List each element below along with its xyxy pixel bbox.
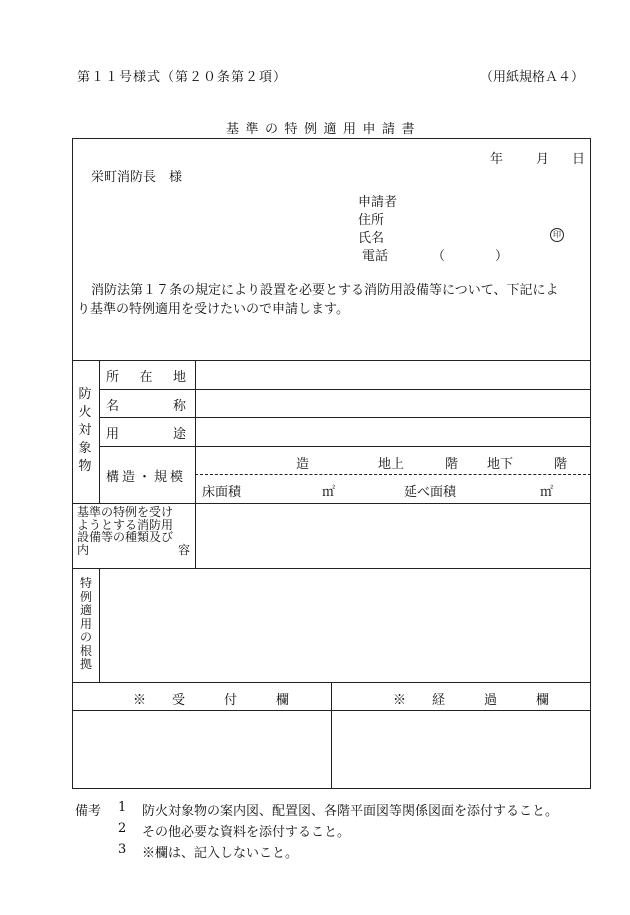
applicant-address: 住所 — [358, 213, 385, 228]
note-num-1: 1 — [118, 800, 127, 815]
note-num-3: 3 — [118, 842, 127, 857]
floor-area-unit: ㎡ — [322, 485, 336, 500]
total-area-label: 延べ面積 — [404, 485, 457, 500]
row-label-use: 用 途 — [106, 427, 186, 442]
row-label-structure: 構造・規模 — [106, 470, 187, 485]
row-label-name: 名 称 — [106, 399, 186, 414]
note-num-2: 2 — [118, 821, 127, 836]
progress-header: ※ 経 過 欄 — [393, 693, 550, 708]
note-text-1: 防火対象物の案内図、配置図、各階平面図等関係図面を添付すること。 — [142, 804, 559, 819]
date-year: 年 — [490, 152, 504, 167]
floor-label-2: 階 — [554, 457, 568, 472]
floor-label-1: 階 — [445, 457, 459, 472]
basis-label: 特例適用の根拠 — [79, 576, 92, 671]
note-text-3: ※欄は、記入しないこと。 — [142, 846, 299, 861]
above-ground-label: 地上 — [378, 457, 405, 472]
applicant-label: 申請者 — [358, 195, 398, 210]
construction-label: 造 — [296, 457, 310, 472]
floor-area-label: 床面積 — [202, 485, 242, 500]
object-section-label: 防火対象物 — [78, 387, 92, 474]
addressee: 栄町消防長 様 — [91, 170, 183, 185]
underground-label: 地下 — [487, 457, 514, 472]
reception-header: ※ 受 付 欄 — [133, 693, 290, 708]
row-label-location: 所 在 地 — [106, 370, 186, 385]
equipment-label: 基準の特例を受け ようとする消防用 設備等の種類及び 内 容 — [77, 505, 190, 557]
date-month: 月 — [536, 152, 550, 167]
seal-icon: 印 — [550, 228, 564, 242]
note-text-2: その他必要な資料を添付すること。 — [142, 825, 351, 840]
form-number: 第１１号様式（第２０条第２項） — [77, 70, 288, 85]
total-area-unit: ㎡ — [540, 485, 554, 500]
applicant-name: 氏名 — [358, 231, 385, 246]
date-day: 日 — [572, 152, 586, 167]
body-text-line2: り基準の特例適用を受けたいので申請します。 — [77, 302, 349, 317]
applicant-phone: 電話 — [362, 249, 389, 264]
notes-label: 備考 — [75, 804, 102, 819]
body-text-line1: 消防法第１７条の規定により設置を必要とする消防用設備等について、下記によ — [91, 283, 559, 298]
phone-parens: （ ） — [432, 249, 517, 264]
page-title: 基準の特例適用申請書 — [226, 122, 422, 137]
paper-size: （用紙規格Ａ４） — [480, 70, 585, 85]
